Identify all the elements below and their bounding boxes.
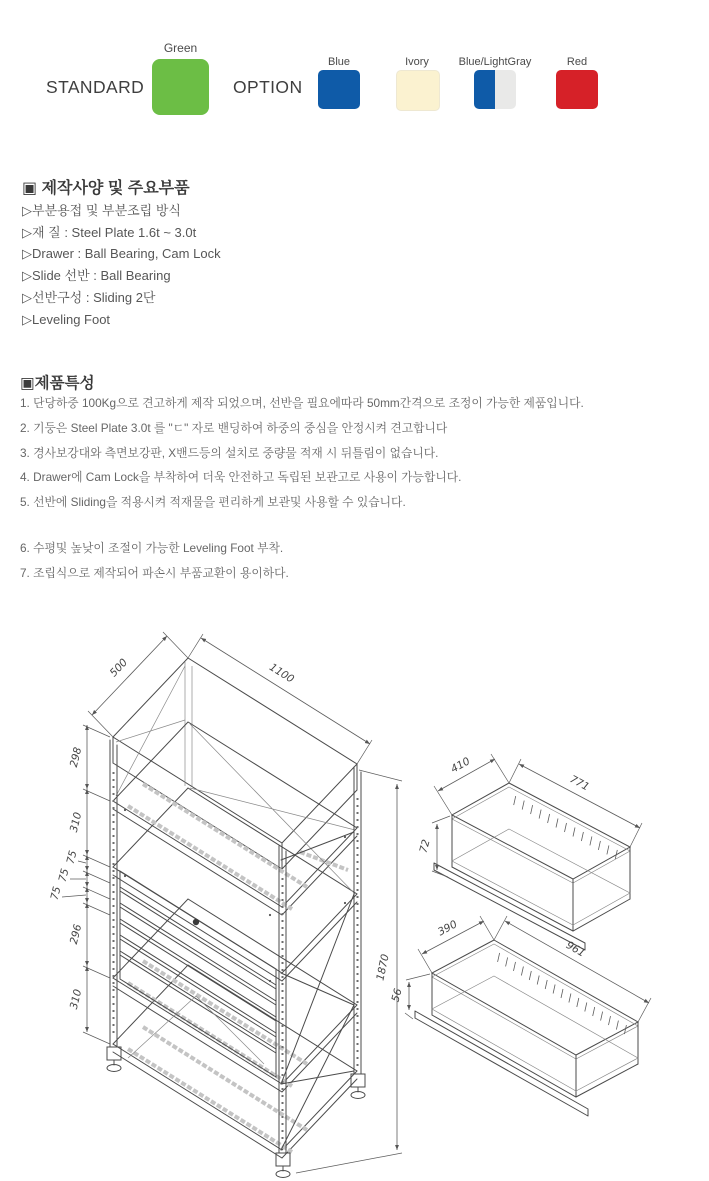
technical-drawing [0,600,709,1181]
rack-drawer-unit [120,871,276,1077]
tray1-height-dim-label: 72 [417,838,433,855]
feature-item: 4. Drawer에 Cam Lock을 부착하여 더욱 안전하고 독립된 보관고로 사용이 가능합니다. [20,470,462,485]
swatch-label-green: Green [163,41,198,55]
tray2-width-dim-label: 961 [563,939,588,960]
swatch-label-blue-lightgray: Blue/LightGray [458,56,532,68]
tray1-width-dim-label: 771 [567,773,592,794]
option-swatch-blue [318,70,360,109]
feature-item: 5. 선반에 Sliding을 적용시켜 적재물을 편리하게 보관및 사용할 수 있습니다. [20,495,406,510]
drawer-lock-icon [193,919,199,925]
option-swatch-red [556,70,598,109]
spec-item: ▷선반구성 : Sliding 2단 [22,289,156,305]
swatch-label-red: Red [566,56,588,68]
feature-item: 7. 조립식으로 제작되어 파손시 부품교환이 용이하다. [20,565,289,580]
rack-level-dim-label: 310 [67,988,85,1011]
leveling-foot [107,1047,365,1178]
standard-label: STANDARD [46,77,145,97]
rack-posts [110,740,361,1153]
tray2-drawing [390,916,651,1116]
spec-list [22,200,221,330]
rack-level-dim-label: 296 [67,923,85,946]
rack-width-dim-label: 1100 [267,661,297,686]
option-swatch-ivory [396,70,440,111]
feature-item: 1. 단당하중 100Kg으로 견고하게 제작 되었으며, 선반을 필요에따라 50mm간격으로 조정이 가능한 제품입니다. [20,396,584,410]
swatch-half-lightgray [495,70,516,109]
rack-drawing [49,632,402,1178]
swatch-label-ivory: Ivory [405,56,429,68]
spec-item: ▷재 질 : Steel Plate 1.6t ~ 3.0t [22,224,197,240]
option-label: OPTION [233,77,303,97]
rack-depth-dim-label: 500 [107,656,131,680]
feature-item: 6. 수평및 높낮이 조절이 가능한 Leveling Foot 부착. [20,540,284,555]
rack-height-dim-label: 1870 [374,953,392,982]
rack-level-dim-label: 310 [67,811,85,834]
spec-section-title: ▣ 제작사양 및 주요부품 [22,180,190,197]
spec-item: ▷부분용접 및 부분조립 방식 [22,203,181,218]
option-swatch-blue-lightgray [474,70,516,109]
features-list [20,391,584,586]
swatch-half-blue [474,70,495,109]
feature-item: 2. 기둥은 Steel Plate 3.0t 를 "ㄷ" 자로 밴딩하여 하중의 중심을 안정시켜 견고합니다 [20,420,448,435]
feature-item: 3. 경사보강대와 측면보강판, X밴드등의 설치로 중량물 적재 시 뒤틀림이 없습니다. [20,445,439,460]
rack-level-dim-label: 298 [67,746,85,769]
features-section-title: ▣제품특성 [20,375,95,392]
spec-item: ▷Leveling Foot [22,311,111,327]
rack-level-dim-label: 75 [48,885,64,902]
tray2-depth-dim-label: 390 [435,918,460,939]
tray1-depth-dim-label: 410 [448,755,473,776]
tray2-height-dim-label: 56 [389,987,405,1004]
rivet-dots [124,809,346,982]
standard-swatch-green [152,59,209,115]
spec-item: ▷Slide 선반 : Ball Bearing [22,268,171,284]
rack-level-dim-label: 75 [56,867,72,884]
spec-item: ▷Drawer : Ball Bearing, Cam Lock [22,246,221,262]
swatch-label-blue: Blue [327,56,351,68]
rack-level-dim-label: 75 [64,849,80,866]
